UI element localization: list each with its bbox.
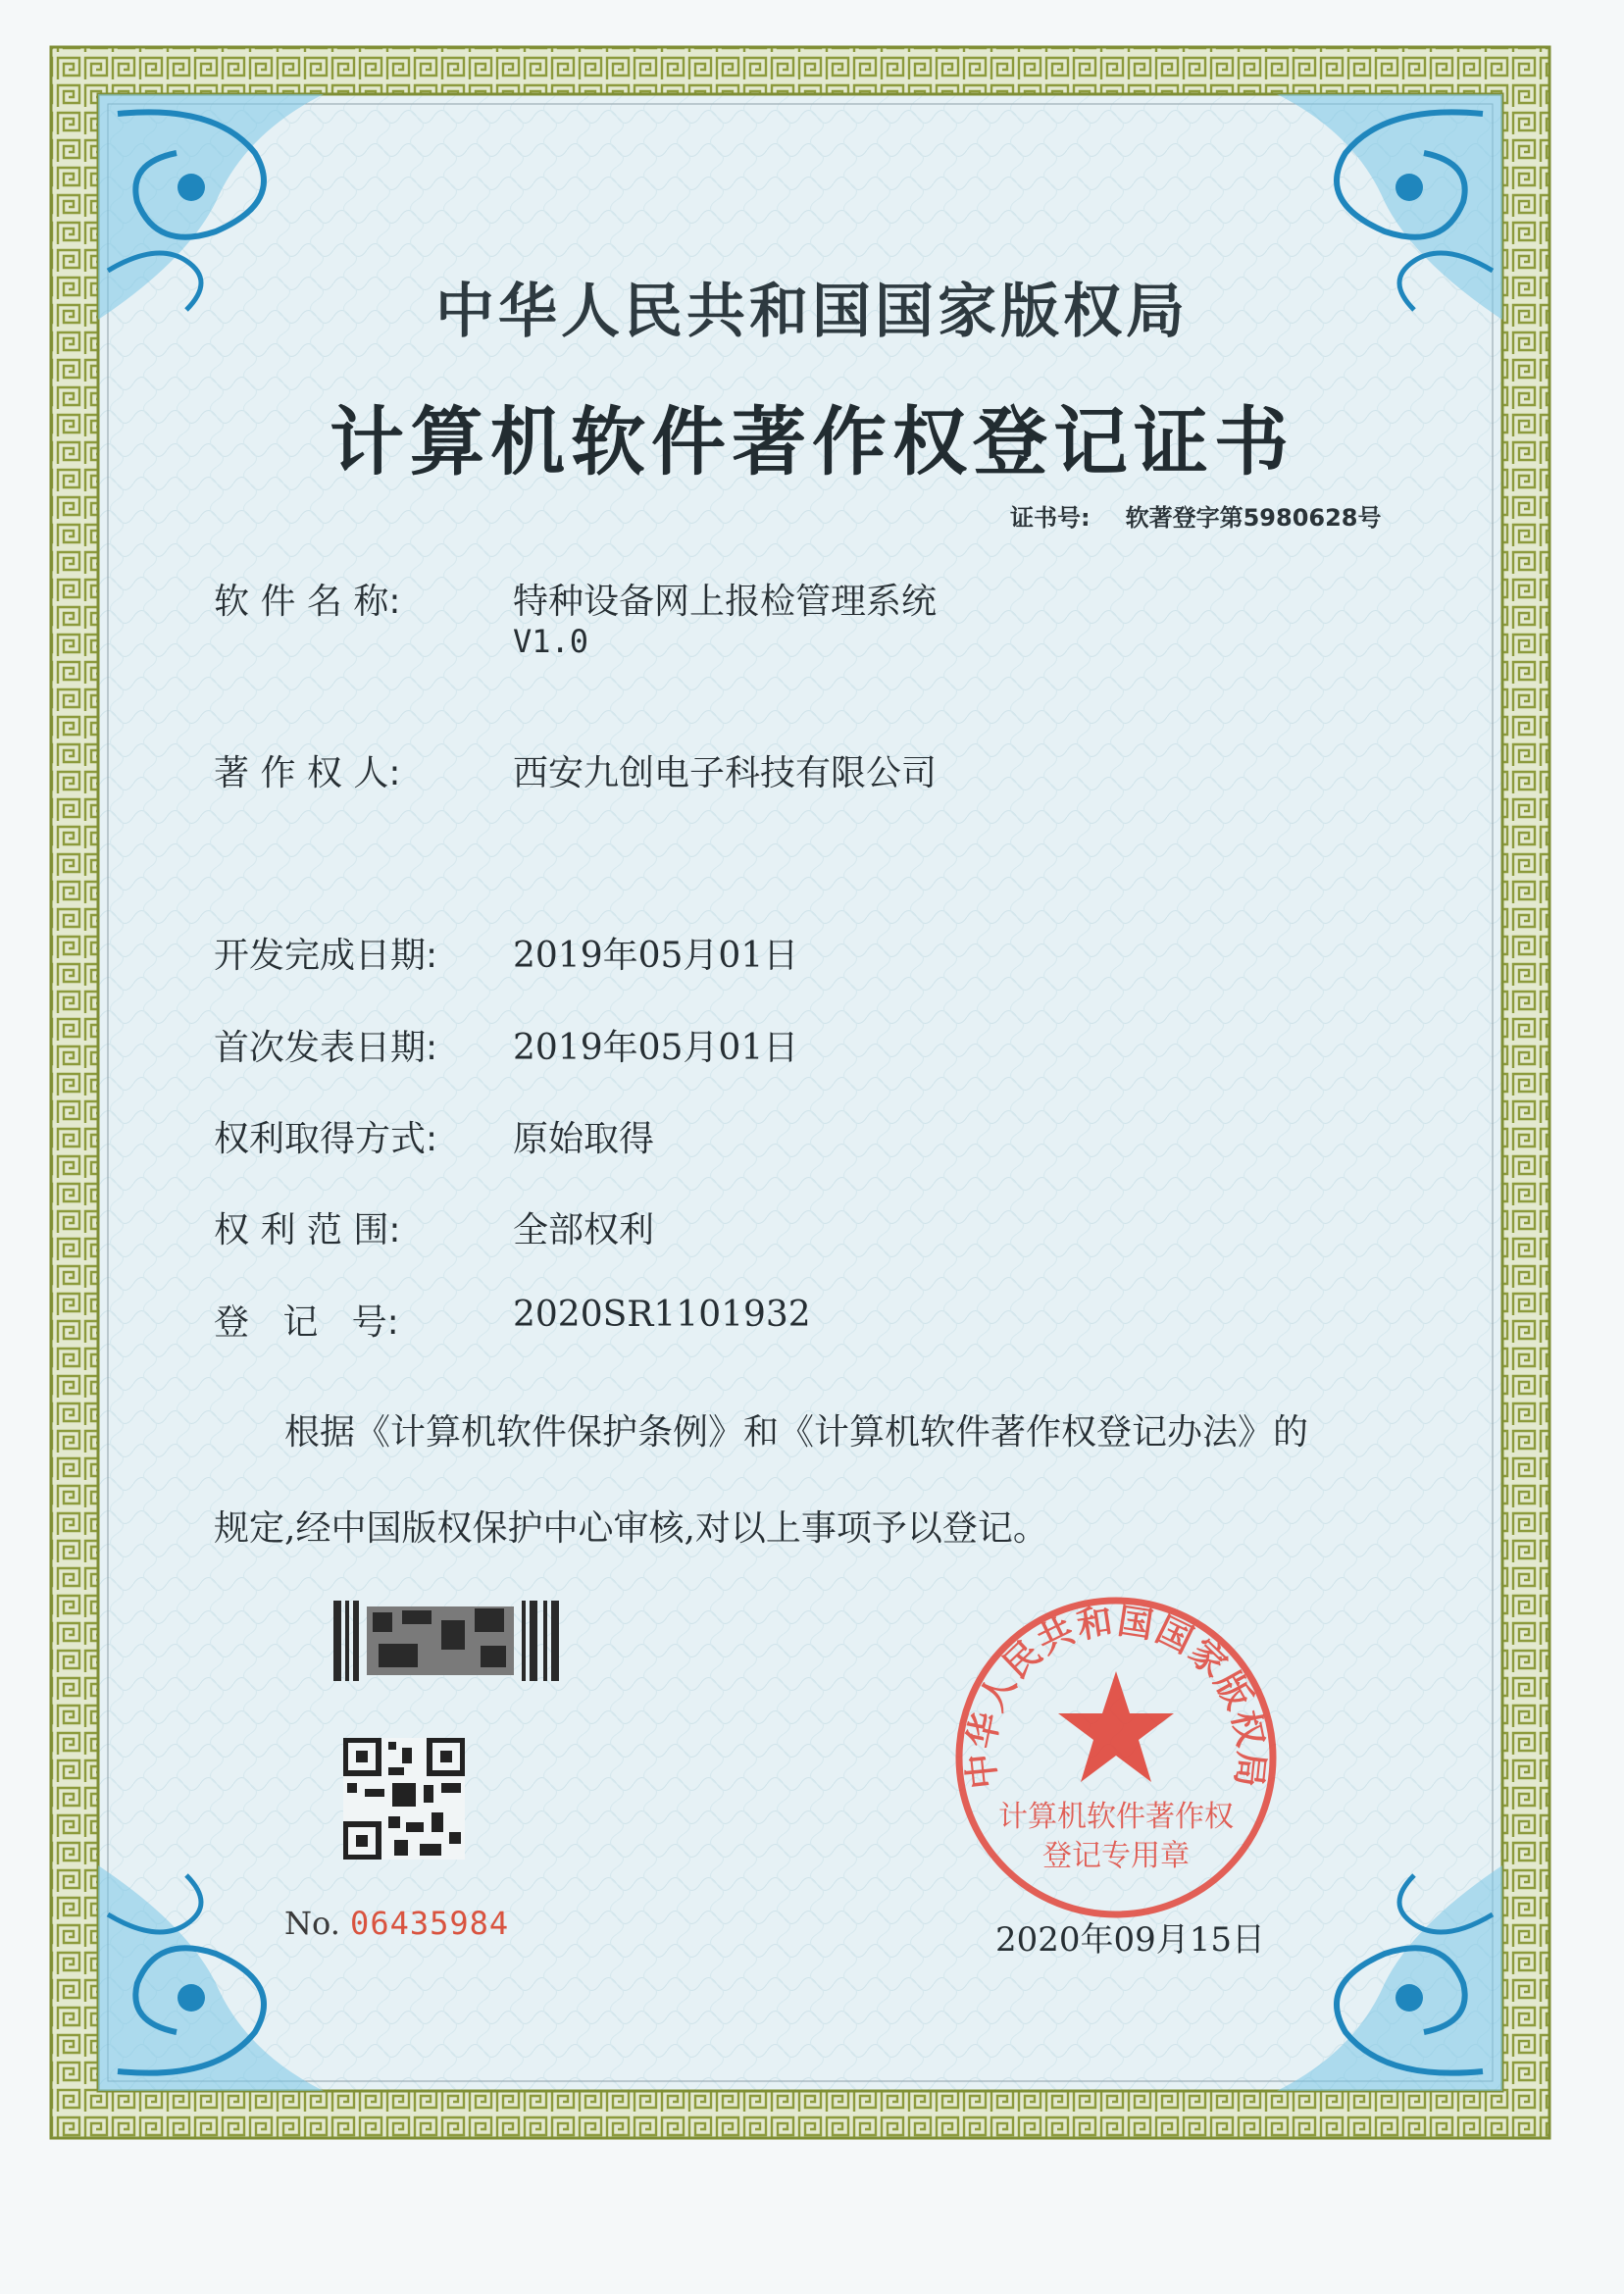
statement-line-2: 规定,经中国版权保护中心审核,对以上事项予以登记。 (214, 1508, 1048, 1549)
field-label: 权利取得方式: (214, 1119, 438, 1159)
seal-inner-line-2: 登记专用章 (1042, 1839, 1190, 1873)
corner-ornament-bottom-left (98, 1856, 333, 2091)
field-label: 权 利 范 围: (214, 1210, 401, 1250)
field-value: 2020SR1101932 (513, 1295, 811, 1335)
field-label: 首次发表日期: (214, 1028, 438, 1068)
seal-inner-line-1: 计算机软件著作权 (998, 1800, 1234, 1834)
serial-value: 06435984 (350, 1905, 510, 1942)
field-label: 开发完成日期: (214, 936, 438, 976)
certificate-title: 计算机软件著作权登记证书 (330, 398, 1294, 485)
statement-line-1: 根据《计算机软件保护条例》和《计算机软件著作权登记办法》的 (284, 1412, 1309, 1453)
serial-number (284, 1905, 509, 1942)
certificate-number-label: 证书号: (1010, 504, 1091, 532)
field-label: 著 作 权 人: (214, 753, 401, 793)
field-label: 软 件 名 称: (214, 582, 401, 622)
issue-date: 2020年09月15日 (995, 1920, 1266, 1960)
seal-outer-text: 中华人民共和国国家版权局 (960, 1601, 1272, 1791)
certificate-number (1010, 498, 1382, 533)
field-value: 2019年05月01日 (513, 936, 799, 976)
qr-code (343, 1738, 465, 1860)
field-value: 2019年05月01日 (513, 1028, 799, 1068)
field-value: 原始取得 (513, 1119, 655, 1159)
field-value-version: V1.0 (513, 623, 589, 660)
field-value: 全部权利 (513, 1210, 655, 1250)
field-label: 登 记 号: (214, 1302, 399, 1343)
field-value: 西安九创电子科技有限公司 (513, 753, 938, 793)
issuer-name: 中华人民共和国国家版权局 (435, 278, 1189, 346)
certificate-number-value: 软著登字第5980628号 (1125, 504, 1382, 532)
barcode (333, 1601, 569, 1681)
official-seal (949, 1591, 1283, 1924)
field-value: 特种设备网上报检管理系统 (513, 582, 938, 622)
serial-prefix: No. (284, 1905, 340, 1942)
corner-ornament-bottom-right (1267, 1856, 1502, 2091)
